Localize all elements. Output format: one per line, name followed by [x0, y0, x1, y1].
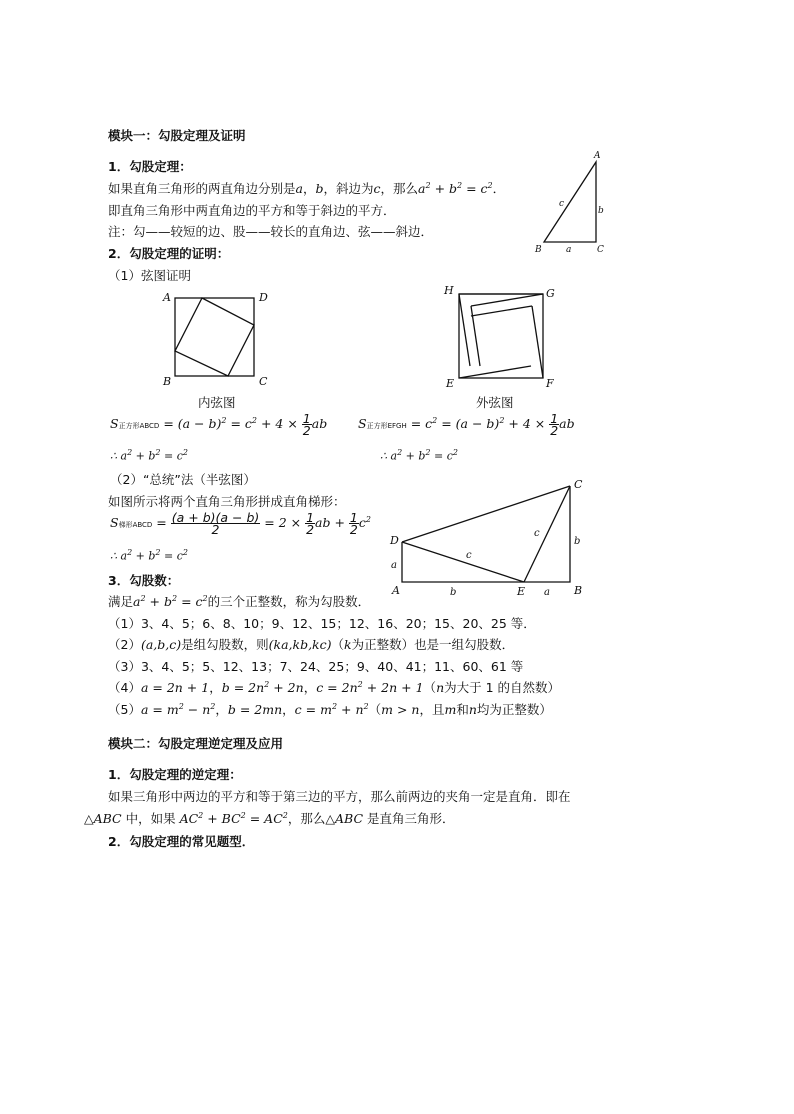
triple-item-2: （2）(a,b,c)是组勾股数，则(ka,kb,kc)（k为正整数）也是一组勾股数． — [108, 637, 515, 652]
trap-label-C: C — [574, 478, 583, 491]
outer-label-H: H — [444, 284, 454, 297]
tri-label-c: c — [559, 199, 565, 209]
trap-side-a1: a — [391, 560, 397, 571]
formula-trapezoid: S梯形ABCD = $\frac{(a + b)(a - b)}{2}$ = 2 × $\frac{1}{2}$ ab + $\frac{1}{2}$ $c^2$ — [110, 510, 371, 537]
trap-side-a2: a — [544, 587, 550, 598]
triple-item-5: $(5)a = m^2 - n^2$，b = 2mn，$c = m^2 + n^2(m > n$，且m和n均为正整数） — [108, 701, 552, 717]
triple-item-1: （1）3、4、5；6、8、10；9、12、15；12、16、20；15、20、25 等． — [108, 616, 536, 631]
inner-label-B: B — [163, 375, 172, 388]
trap-label-A: A — [392, 584, 400, 597]
tri-label-A: A — [594, 151, 601, 161]
module2-title: 模块二：勾股定理逆定理及应用 — [108, 736, 284, 751]
trap-label-B: B — [574, 584, 583, 597]
triple-item-4: （4）a = 2n + 1，$b = 2n^2 + 2n$，$c = 2n^2 + 2n + 1(n$为大于 1 的自然数） — [108, 679, 561, 695]
trap-side-c2: c — [534, 528, 540, 539]
proof-sub2-text: 如图所示将两个直角三角形拼成直角梯形： — [108, 494, 346, 509]
pythag-triple-def: 满足$a^2 + b^2 = c^2$的三个正整数，称为勾股数． — [108, 593, 371, 609]
outer-label-F: F — [546, 377, 554, 390]
inner-label-A: A — [163, 291, 171, 304]
outer-caption: 外弦图 — [476, 395, 514, 410]
formula-inner: S正方形ABCD = $(a - b)^2 = c^2 + 4$ × $\frac{1}{2}$ ab — [110, 411, 328, 438]
conclusion-inner: ∴ $a^2 + b^2 = c^2$ — [110, 448, 188, 463]
theorem-line2: 即直角三角形中两直角边的平方和等于斜边的平方． — [108, 203, 396, 218]
trap-label-E: E — [517, 585, 526, 598]
theorem-note: 注：勾——较短的边、股——较长的直角边、弦——斜边． — [108, 224, 434, 239]
converse-heading: 1．勾股定理的逆定理： — [108, 767, 242, 782]
converse-line2: △ABC 中，如果 $AC^2 + BC^2 = AC^2$，那么△ABC 是直角三角形． — [84, 810, 455, 826]
tri-label-a: a — [566, 245, 572, 255]
outer-label-E: E — [446, 377, 455, 390]
formula-outer: S正方形EFGH = $c^2 = (a - b)^2 + 4$ × $\frac{1}{2}$ ab — [358, 411, 575, 438]
right-triangle-figure — [528, 148, 618, 258]
outer-chord-figure — [440, 282, 565, 392]
inner-label-D: D — [259, 291, 268, 304]
trap-side-c1: c — [466, 550, 472, 561]
trap-label-D: D — [390, 534, 399, 547]
proof-sub1: （1）弦图证明 — [108, 268, 191, 283]
tri-label-C: C — [597, 245, 604, 255]
inner-chord-figure — [158, 288, 278, 390]
triple-item-3: （3）3、4、5；5、12、13；7、24、25；9、40、41；11、60、61 等 — [108, 659, 524, 674]
trapezoid-figure — [382, 476, 592, 598]
trap-side-b2: b — [574, 536, 581, 547]
section1-heading: 1．勾股定理： — [108, 159, 192, 174]
section2-heading: 2．勾股定理的证明： — [108, 246, 230, 261]
tri-label-b: b — [598, 206, 604, 216]
inner-label-C: C — [259, 375, 268, 388]
converse-line1: 如果三角形中两边的平方和等于第三边的平方，那么前两边的夹角一定是直角．即在 — [108, 789, 571, 804]
outer-label-G: G — [546, 287, 555, 300]
common-types-heading: 2．勾股定理的常见题型． — [108, 834, 255, 849]
theorem-line1: 如果直角三角形的两直角边分别是a，b，斜边为c，那么$a^2 + b^2 = c^2$． — [108, 180, 506, 196]
trap-side-b1: b — [450, 587, 457, 598]
tri-label-B: B — [535, 245, 542, 255]
proof-sub2: （2）“总统”法（半弦图） — [110, 472, 256, 487]
module1-title: 模块一：勾股定理及证明 — [108, 128, 246, 143]
section3-heading: 3．勾股数： — [108, 573, 180, 588]
inner-caption: 内弦图 — [198, 395, 236, 410]
conclusion-outer: ∴ $a^2 + b^2 = c^2$ — [380, 448, 458, 463]
conclusion-trapezoid: ∴ $a^2 + b^2 = c^2$ — [110, 548, 188, 563]
